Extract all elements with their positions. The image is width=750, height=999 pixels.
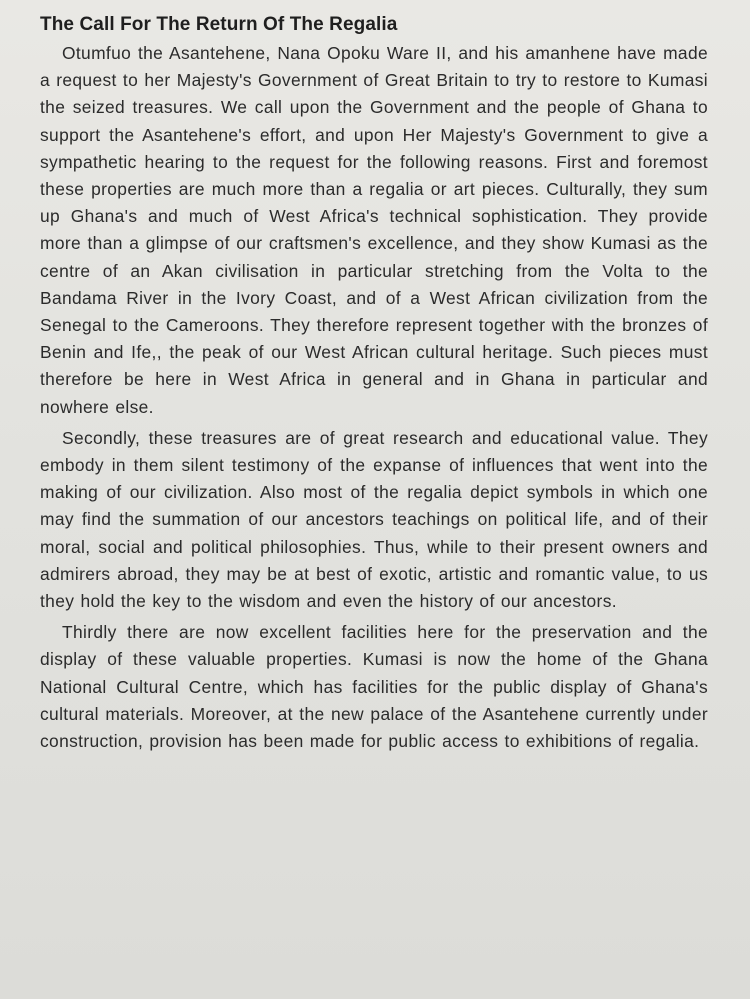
paragraph-second-reason: Secondly, these treasures are of great research and educational value. They embody in them silent testimony of the expanse of influences that went into the making of our civilization. Also most of the regalia depict symbols in which one may find the summation of our ancestors teachings on political life, and of their moral, social and political philosophies. Thus, while to their present owners and admirers abroad, they may be at best of exotic, artistic and romantic value, to us they hold the key to the wisdom and even the history of our ancestors. [40,427,708,612]
article-title: The Call For The Return Of The Regalia [40,14,398,35]
paragraph-third-reason: Thirdly there are now excellent facilities here for the preservation and the display of these valuable properties. Kumasi is now the home of the Ghana National Cultural Centre, which has facilities for the public display of Ghana's cultural materials. Moreover, at the new palace of the Asantehene currently under construction, provision has been made for public access to exhibitions of regalia. [40,622,708,752]
paragraph-first-reason: Otumfuo the Asantehene, Nana Opoku Ware II, and his amanhene have made a request to her Majesty's Government of Great Britain to try to restore to Kumasi the seized treasures. We call upon the Government and the people of Ghana to support the Asantehene's effort, and upon Her Majesty's Government to give a sympathetic hearing to the request for the following reasons. First and foremost these properties are much more than a regalia or art pieces. Culturally, they sum up Ghana's and much of West Africa's technical sophistication. They provide more than a glimpse of our craftsmen's excellence, and they show Kumasi as the centre of an Akan civilisation in particular stretching from the Volta to the Bandama River in the Ivory Coast, and of a West African civilization from the Senegal to the Cameroons. They therefore represent together with the bronzes of Benin and Ife,, the peak of our West African cultural heritage. Such pieces must therefore be here in West Africa in general and in Ghana in particular and nowhere else. [40,43,708,417]
document-page [40,10,708,985]
